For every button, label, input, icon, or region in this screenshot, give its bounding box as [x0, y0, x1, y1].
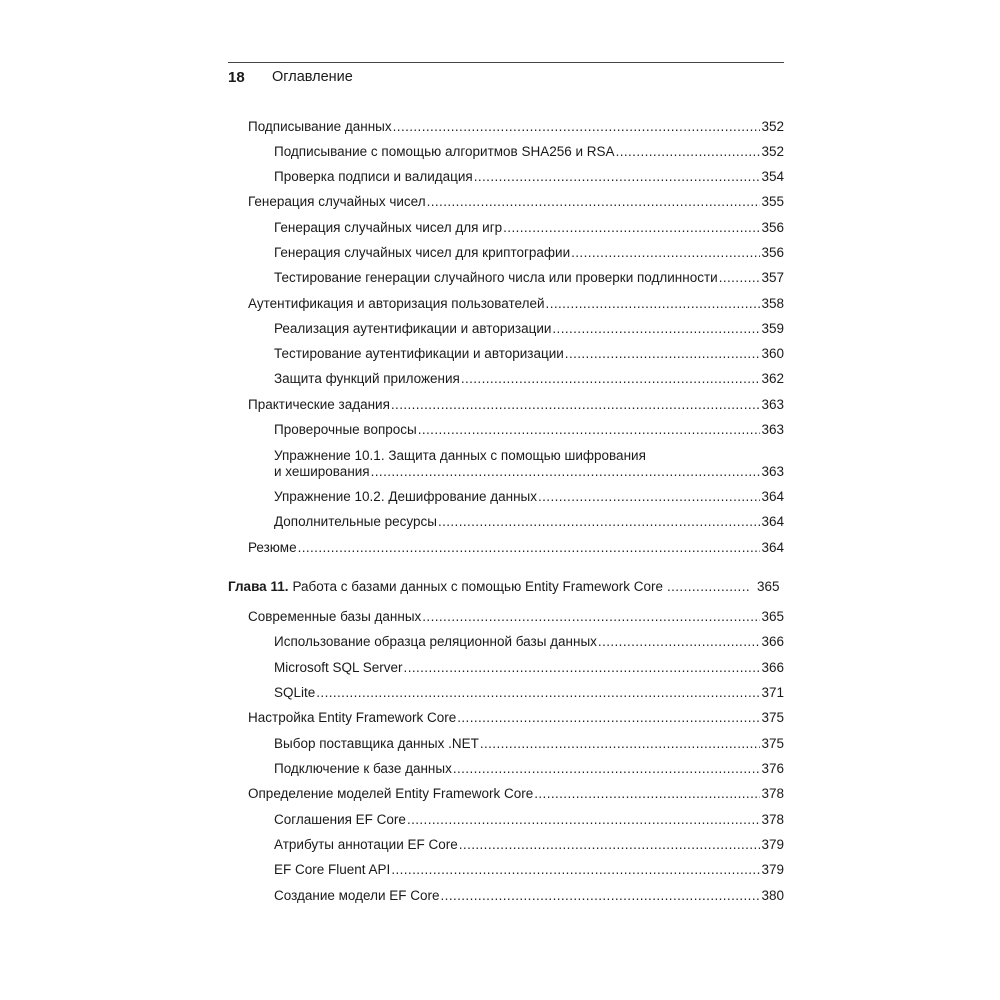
dot-leader	[616, 143, 761, 161]
toc-entry[interactable]	[0, 861, 784, 879]
toc-entry-title: Резюме	[248, 540, 297, 555]
toc-entry-title: EF Core Fluent API	[274, 862, 391, 877]
dot-leader	[598, 633, 761, 651]
toc-entry-title: Использование образца реляционной базы данных	[274, 634, 597, 649]
toc-entry-page: 371	[761, 685, 784, 700]
toc-entry-page: 364	[761, 540, 784, 555]
toc-entry-title: Защита функций приложения	[274, 371, 460, 386]
toc-entry-title: Соглашения EF Core	[274, 812, 406, 827]
dot-leader	[474, 168, 761, 186]
toc-entry-title: Дополнительные ресурсы	[274, 514, 437, 529]
toc-entry-title-line1: Упражнение 10.1. Защита данных с помощью шифрования	[274, 448, 646, 463]
toc-entry[interactable]	[0, 488, 784, 506]
dot-leader	[438, 513, 761, 531]
toc-entry-title-line2: и хеширования	[274, 464, 370, 479]
dot-leader	[667, 578, 751, 596]
toc-entry[interactable]	[0, 608, 784, 626]
toc-entry[interactable]	[0, 320, 784, 338]
page-number: 18	[228, 69, 245, 86]
running-header-title: Оглавление	[272, 69, 353, 85]
toc-entry[interactable]	[0, 836, 784, 854]
toc-entry[interactable]	[0, 244, 784, 262]
toc-entry-page: 379	[761, 862, 784, 877]
toc-entry[interactable]	[0, 539, 784, 557]
toc-entry[interactable]	[0, 370, 784, 388]
toc-entry[interactable]	[0, 421, 784, 439]
dot-leader	[391, 396, 761, 414]
dot-leader	[461, 370, 761, 388]
toc-entry-title: Подписывание данных	[248, 119, 392, 134]
toc-entry-title: Определение моделей Entity Framework Core	[248, 786, 534, 801]
toc-entry-title: Тестирование аутентификации и авторизации	[274, 346, 564, 361]
toc-entry[interactable]	[0, 396, 784, 414]
toc-entry-title: Работа с базами данных с помощью Entity Framework Core	[292, 579, 663, 594]
toc-entry-page: 363	[761, 464, 784, 479]
toc-entry-page: 358	[761, 296, 784, 311]
dot-leader	[316, 684, 760, 702]
toc-entry-page: 354	[761, 169, 784, 184]
toc-entry-page: 380	[761, 888, 784, 903]
dot-leader	[538, 488, 760, 506]
toc-entry-page: 364	[761, 489, 784, 504]
toc-entry-page: 360	[761, 346, 784, 361]
dot-leader	[441, 887, 761, 905]
dot-leader	[422, 608, 760, 626]
toc-entry-page: 378	[761, 786, 784, 801]
toc-entry-page: 375	[761, 736, 784, 751]
toc-entry[interactable]	[0, 143, 784, 161]
toc-entry-page: 356	[761, 245, 784, 260]
toc-entry-page: 355	[761, 194, 784, 209]
toc-entry[interactable]	[0, 345, 784, 363]
toc-entry-title: SQLite	[274, 685, 316, 700]
toc-entry-page: 356	[761, 220, 784, 235]
toc-entry-page: 365	[756, 579, 780, 594]
toc-entry-page: 379	[761, 837, 784, 852]
toc-entry-title: Выбор поставщика данных .NET	[274, 736, 479, 751]
toc-entry[interactable]	[0, 269, 784, 287]
chapter-label: Глава 11.	[228, 579, 289, 594]
dot-leader	[453, 760, 761, 778]
dot-leader	[459, 836, 761, 854]
toc-entry-page: 352	[761, 144, 784, 159]
toc-entry-title: Генерация случайных чисел для криптографии	[274, 245, 571, 260]
toc-entry[interactable]	[0, 168, 784, 186]
dot-leader	[565, 345, 761, 363]
toc-entry-page: 365	[761, 609, 784, 624]
toc-entry[interactable]	[0, 811, 784, 829]
toc-entry[interactable]	[0, 659, 784, 677]
toc-entry[interactable]	[0, 447, 784, 483]
toc-entry-title: Генерация случайных чисел	[248, 194, 426, 209]
dot-leader	[427, 193, 761, 211]
toc-entry-title: Проверочные вопросы	[274, 422, 417, 437]
dot-leader	[418, 421, 761, 439]
toc-entry-page: 357	[761, 270, 784, 285]
dot-leader	[552, 320, 760, 338]
toc-entry[interactable]	[0, 219, 784, 237]
toc-entry[interactable]	[0, 193, 784, 211]
dot-leader	[371, 463, 761, 481]
toc-entry-page: 363	[761, 422, 784, 437]
toc-chapter-entry[interactable]	[0, 578, 784, 596]
toc-entry-title: Создание модели EF Core	[274, 888, 440, 903]
toc-entry[interactable]	[0, 633, 784, 651]
dot-leader	[546, 295, 761, 313]
dot-leader	[457, 709, 760, 727]
toc-entry[interactable]	[0, 709, 784, 727]
toc-entry-page: 352	[761, 119, 784, 134]
toc-entry-title: Подписывание с помощью алгоритмов SHA256 и RSA	[274, 144, 615, 159]
dot-leader	[534, 785, 760, 803]
toc-entry[interactable]	[0, 513, 784, 531]
dot-leader	[391, 861, 760, 879]
toc-entry-title: Microsoft SQL Server	[274, 660, 403, 675]
toc-entry-page: 378	[761, 812, 784, 827]
dot-leader	[571, 244, 760, 262]
toc-entry-page: 359	[761, 321, 784, 336]
dot-leader	[719, 269, 761, 287]
toc-entry-title: Атрибуты аннотации EF Core	[274, 837, 458, 852]
toc-entry-page: 363	[761, 397, 784, 412]
dot-leader	[393, 118, 761, 136]
toc-entry-title: Тестирование генерации случайного числа или проверки подлинности	[274, 270, 718, 285]
toc-entry-title: Реализация аутентификации и авторизации	[274, 321, 552, 336]
toc-entry-title: Генерация случайных чисел для игр	[274, 220, 503, 235]
toc-entry-title: Современные базы данных	[248, 609, 422, 624]
dot-leader	[404, 659, 761, 677]
toc-entry-page: 366	[761, 634, 784, 649]
toc-entry[interactable]	[0, 295, 784, 313]
toc-entry-title: Настройка Entity Framework Core	[248, 710, 457, 725]
toc-entry-page: 376	[761, 761, 784, 776]
toc-entry[interactable]	[0, 785, 784, 803]
dot-leader	[298, 539, 761, 557]
dot-leader	[407, 811, 761, 829]
toc-entry[interactable]	[0, 684, 784, 702]
toc-entry-title: Аутентификация и авторизация пользователей	[248, 296, 545, 311]
dot-leader	[503, 219, 760, 237]
toc-entry-title: Упражнение 10.2. Дешифрование данных	[274, 489, 537, 504]
toc-entry-page: 366	[761, 660, 784, 675]
toc-entry-title: Проверка подписи и валидация	[274, 169, 473, 184]
toc-entry[interactable]	[0, 118, 784, 136]
toc-entry-title: Практические задания	[248, 397, 390, 412]
toc-entry-page: 375	[761, 710, 784, 725]
toc-entry-page: 364	[761, 514, 784, 529]
toc-entry-title: Подключение к базе данных	[274, 761, 452, 776]
toc-entry[interactable]	[0, 887, 784, 905]
page-header	[228, 62, 784, 87]
dot-leader	[480, 735, 761, 753]
toc-entry-page: 362	[761, 371, 784, 386]
toc-entry[interactable]	[0, 735, 784, 753]
toc-entry[interactable]	[0, 760, 784, 778]
